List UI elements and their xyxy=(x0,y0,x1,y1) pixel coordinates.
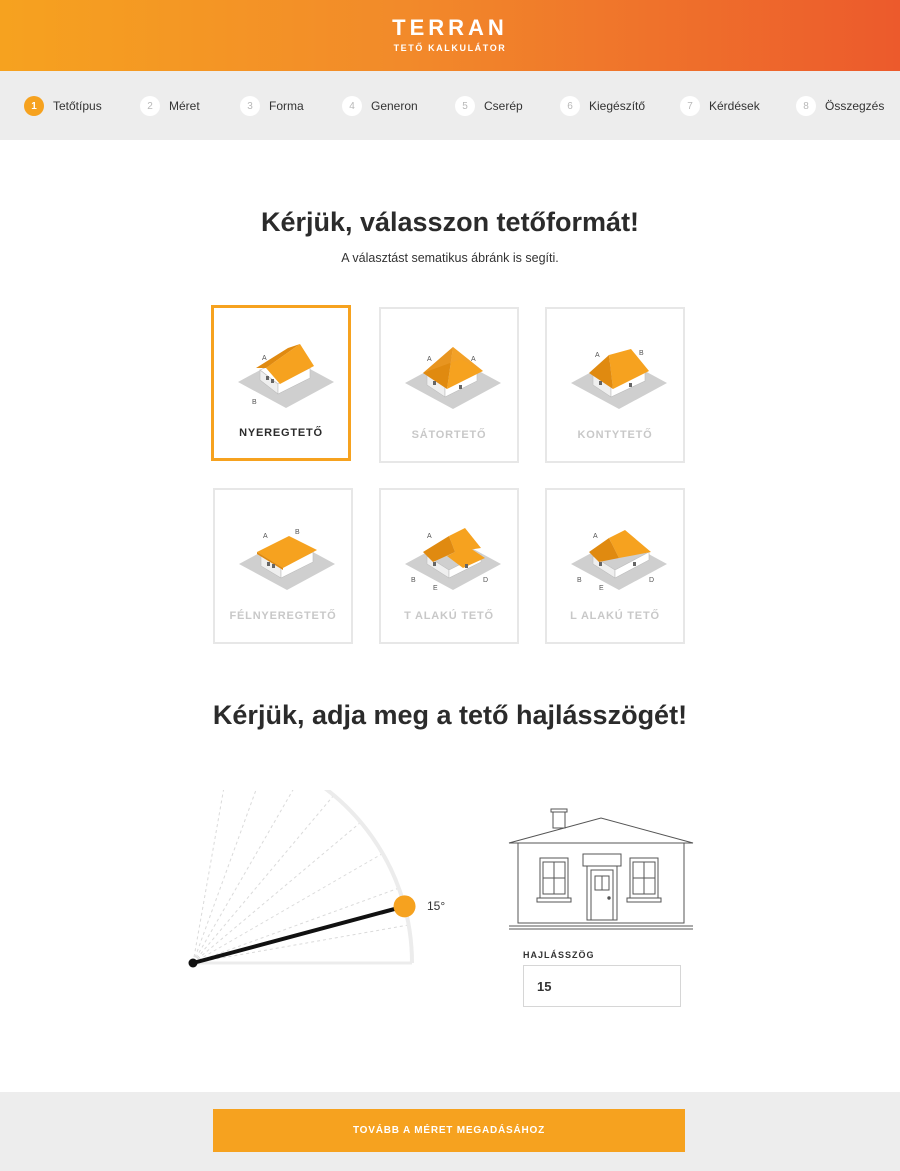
shed-roof-icon xyxy=(237,516,337,596)
step-kerdesek[interactable] xyxy=(680,95,760,117)
house-illustration xyxy=(505,808,697,938)
angle-guide-lines xyxy=(193,790,409,963)
step-label: Összegzés xyxy=(825,99,885,113)
angle-handle[interactable] xyxy=(394,895,416,917)
dimension-letter: B xyxy=(295,529,300,536)
next-step-button[interactable]: TOVÁBB A MÉRET MEGADÁSÁHOZ xyxy=(213,1109,685,1152)
step-navigation xyxy=(0,71,900,140)
angle-guide-line xyxy=(193,790,268,963)
dimension-letter: A xyxy=(471,356,476,363)
step-number: 4 xyxy=(342,96,362,116)
angle-selector[interactable] xyxy=(160,790,430,985)
dimension-letter: A xyxy=(262,355,267,362)
angle-arm xyxy=(193,906,405,963)
dimension-letter: D xyxy=(483,577,489,584)
step-number: 1 xyxy=(24,96,44,116)
step-kiegeszito[interactable] xyxy=(560,95,645,117)
step-tetotipus[interactable] xyxy=(24,95,102,117)
step-label: Generon xyxy=(371,99,418,113)
dimension-letter: B xyxy=(577,577,582,584)
step-number: 2 xyxy=(140,96,160,116)
roof-option-satorteto[interactable] xyxy=(379,307,519,463)
angle-input[interactable] xyxy=(523,965,681,1007)
pyramid-roof-icon xyxy=(403,335,503,415)
roof-option-label: T ALAKÚ TETŐ xyxy=(404,610,494,622)
hip-roof-icon xyxy=(569,335,669,415)
step-number: 6 xyxy=(560,96,580,116)
dimension-letter: A xyxy=(593,533,598,540)
step-number: 3 xyxy=(240,96,260,116)
t-shaped-roof-icon xyxy=(403,516,503,596)
gable-roof-icon xyxy=(236,334,336,414)
roof-option-label: NYEREGTETŐ xyxy=(239,427,323,439)
terran-logo[interactable]: TERRAN xyxy=(392,15,508,40)
step-label: Méret xyxy=(169,99,200,113)
angle-value-label: 15° xyxy=(427,899,446,913)
roof-option-label: FÉLNYEREGTETŐ xyxy=(229,610,337,622)
house-icon xyxy=(505,808,697,933)
step-meret[interactable] xyxy=(140,95,200,117)
step-label: Forma xyxy=(269,99,304,113)
roof-option-l-alaku-teto[interactable] xyxy=(545,488,685,644)
step-osszegzes[interactable] xyxy=(796,95,884,117)
step-label: Kérdések xyxy=(709,99,760,113)
dimension-letter: A xyxy=(427,533,432,540)
angle-guide-line xyxy=(193,790,231,963)
step-forma[interactable] xyxy=(240,95,304,117)
dimension-letter: B xyxy=(252,399,257,406)
dimension-letter: E xyxy=(433,585,438,592)
step-number: 8 xyxy=(796,96,816,116)
logo-subtitle: TETŐ KALKULÁTOR xyxy=(393,43,507,53)
step-generon[interactable] xyxy=(342,95,418,117)
step-cserep[interactable] xyxy=(455,95,523,117)
step-number: 5 xyxy=(455,96,475,116)
roof-option-kontyteto[interactable] xyxy=(545,307,685,463)
dimension-letter: A xyxy=(595,352,600,359)
roof-type-title: Kérjük, válasszon tetőformát! xyxy=(260,207,640,237)
step-label: Cserép xyxy=(484,99,523,113)
dimension-letter: A xyxy=(427,356,432,363)
angle-dial[interactable] xyxy=(160,790,430,980)
roof-option-label: L ALAKÚ TETŐ xyxy=(570,610,660,622)
dimension-letter: A xyxy=(263,533,268,540)
roof-type-subtitle: A választást sematikus ábránk is segíti. xyxy=(341,251,559,265)
roof-option-label: SÁTORTETŐ xyxy=(411,429,487,441)
l-shaped-roof-icon xyxy=(569,516,669,596)
roof-angle-title: Kérjük, adja meg a tető hajlásszögét! xyxy=(212,700,688,730)
roof-option-label: KONTYTETŐ xyxy=(577,429,653,441)
step-label: Tetőtípus xyxy=(53,99,102,113)
step-label: Kiegészítő xyxy=(589,99,646,113)
dimension-letter: D xyxy=(649,577,655,584)
footer xyxy=(0,1092,900,1171)
roof-option-felnyeregteto[interactable] xyxy=(213,488,353,644)
roof-option-nyeregteto[interactable] xyxy=(211,305,351,461)
dimension-letter: B xyxy=(411,577,416,584)
angle-field-label: HAJLÁSSZÖG xyxy=(523,950,595,960)
dimension-letter: E xyxy=(599,585,604,592)
dimension-letter: B xyxy=(639,350,644,357)
header xyxy=(0,0,900,71)
step-number: 7 xyxy=(680,96,700,116)
roof-option-t-alaku-teto[interactable] xyxy=(379,488,519,644)
angle-pivot xyxy=(189,959,198,968)
